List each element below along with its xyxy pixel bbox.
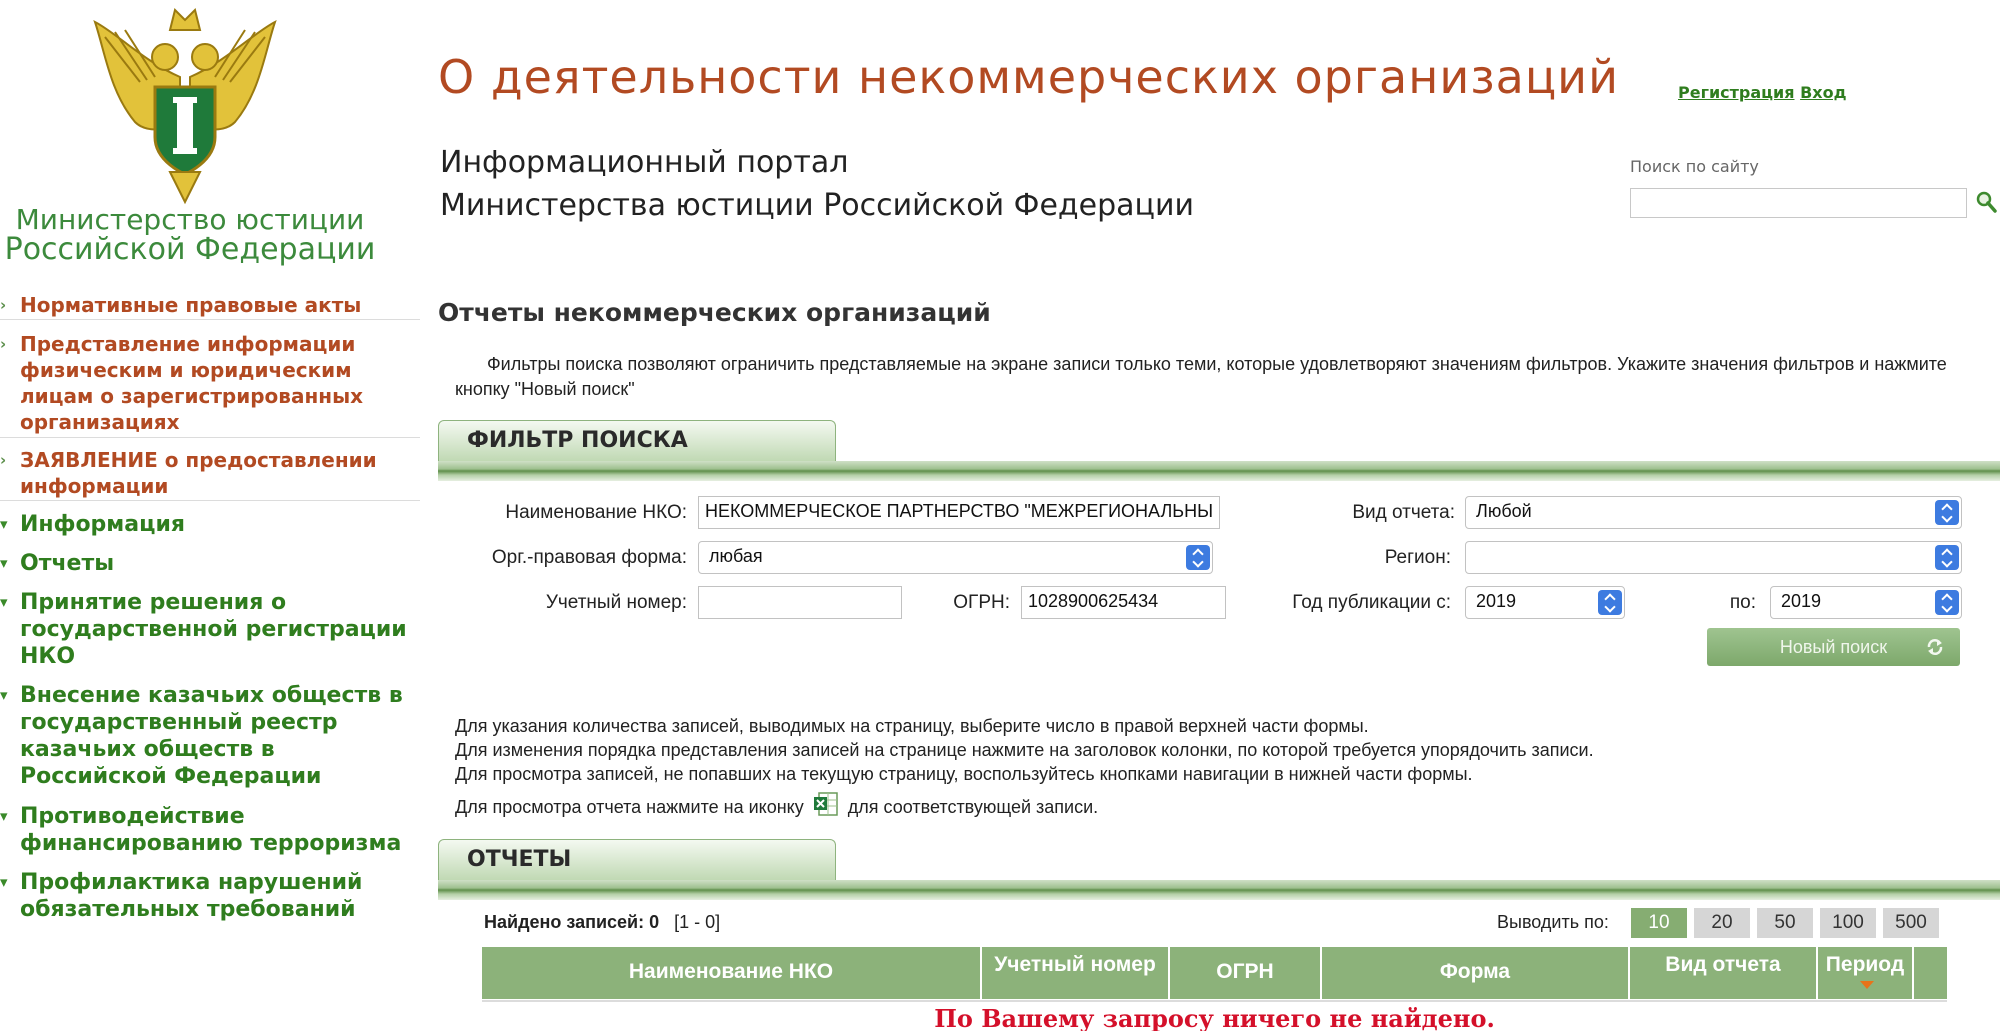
sidebar-item-label: Информация <box>20 512 185 537</box>
divider <box>0 500 420 501</box>
sidebar-item-violations-prevention[interactable] <box>0 869 420 923</box>
sidebar-item-info-provision[interactable] <box>0 331 420 435</box>
results-table-header <box>482 947 1947 999</box>
sidebar-item-label: Представление информации физическим и юридическим лицам о зарегистрированных организациях <box>20 332 364 434</box>
sidebar-item-cossack-societies[interactable] <box>0 682 420 790</box>
column-header-label: Период <box>1825 953 1905 976</box>
column-header-label: Учетный номер <box>994 953 1156 976</box>
column-header-ogrn[interactable] <box>1170 947 1322 999</box>
reports-section-tab: ОТЧЕТЫ <box>438 839 836 881</box>
refresh-icon <box>1926 638 1944 656</box>
report-type-label: Вид отчета: <box>1352 502 1455 523</box>
reg-number-label: Учетный номер: <box>545 592 687 613</box>
year-from-label: Год публикации с: <box>1292 592 1451 613</box>
hint-perpage: Для указания количества записей, выводимых на страницу, выберите число в правой верхней части формы. <box>455 716 1369 736</box>
select-chevron-icon <box>1935 590 1959 615</box>
perpage-label: Выводить по: <box>1497 912 1609 932</box>
found-count: Найдено записей: 0 <box>484 912 660 932</box>
hint-excel-after: для соответствующей записи. <box>847 797 1099 817</box>
sidebar-item-label: Профилактика нарушений обязательных требований <box>20 870 363 922</box>
sidebar-item-application[interactable] <box>0 447 420 499</box>
perpage-20-button[interactable]: 20 <box>1694 908 1750 938</box>
column-header-period[interactable] <box>1818 947 1914 999</box>
column-header-label: Наименование НКО <box>628 960 834 983</box>
triangle-down-icon: ▾ <box>0 873 8 891</box>
perpage-500-button[interactable]: 500 <box>1883 908 1939 938</box>
select-chevron-icon <box>1935 545 1959 570</box>
new-search-label: Новый поиск <box>1779 637 1888 657</box>
chevron-right-icon: › <box>0 296 7 314</box>
reports-section-bar <box>438 880 2000 900</box>
divider <box>0 319 420 320</box>
sidebar-item-normative-acts[interactable] <box>0 292 420 318</box>
sidebar-item-label: Принятие решения о государственной регистрации НКО <box>20 590 407 669</box>
report-type-value: Любой <box>1476 501 1532 521</box>
sidebar-item-label: Отчеты <box>20 551 115 576</box>
year-to-value: 2019 <box>1781 591 1822 611</box>
org-form-select[interactable] <box>698 541 1213 574</box>
year-to-label: по: <box>1729 592 1756 613</box>
nko-name-field[interactable]: НЕКОММЕРЧЕСКОЕ ПАРТНЕРСТВО "МЕЖРЕГИОНАЛЬНЫ <box>698 496 1220 529</box>
ogrn-label: ОГРН: <box>953 592 1010 613</box>
ministry-name-line1: Министерство юстиции <box>15 203 365 236</box>
ministry-name <box>0 205 380 265</box>
column-header-report-type[interactable] <box>1630 947 1818 999</box>
reg-number-field[interactable] <box>698 586 902 619</box>
hint-excel-before: Для просмотра отчета нажмите на иконку <box>455 797 804 817</box>
sidebar-item-label: Противодействие финансированию терроризма <box>20 804 402 856</box>
sidebar-item-label: Нормативные правовые акты <box>20 293 362 317</box>
sidebar-item-information[interactable] <box>0 511 420 538</box>
chevron-right-icon: › <box>0 335 7 353</box>
select-chevron-icon <box>1935 500 1959 525</box>
page-heading: Отчеты некоммерческих организаций <box>438 298 991 327</box>
triangle-down-icon: ▾ <box>0 554 8 572</box>
year-from-value: 2019 <box>1476 591 1517 611</box>
sidebar-item-reports[interactable] <box>0 550 420 577</box>
column-header-label: ОГРН <box>1216 960 1274 983</box>
triangle-down-icon: ▾ <box>0 686 8 704</box>
site-title: О деятельности некоммерческих организаций <box>438 50 1619 104</box>
hint-excel <box>455 791 1098 818</box>
filter-section-tab: ФИЛЬТР ПОИСКА <box>438 420 836 462</box>
column-header-reg-number[interactable] <box>982 947 1170 999</box>
sidebar-item-counter-terrorism[interactable] <box>0 803 420 857</box>
column-header-nko-name[interactable] <box>482 947 982 999</box>
sort-desc-icon <box>1860 981 1874 989</box>
search-input[interactable] <box>1630 188 1967 218</box>
excel-icon <box>813 791 839 817</box>
region-label: Регион: <box>1384 547 1451 568</box>
filter-section-bar <box>438 461 2000 481</box>
column-header-label: Форма <box>1439 960 1511 983</box>
perpage-50-button[interactable]: 50 <box>1757 908 1813 938</box>
search-label: Поиск по сайту <box>1630 157 1759 176</box>
found-records <box>484 912 720 933</box>
new-search-button[interactable] <box>1707 628 1960 666</box>
chevron-right-icon: › <box>0 451 7 469</box>
org-form-label: Орг.-правовая форма: <box>491 547 687 568</box>
portal-subtitle-line1: Информационный портал <box>440 145 849 180</box>
region-select[interactable] <box>1465 541 1962 574</box>
triangle-down-icon: ▾ <box>0 593 8 611</box>
year-to-select[interactable] <box>1770 586 1962 619</box>
records-range: [1 - 0] <box>674 912 721 932</box>
magnifier-icon[interactable] <box>1975 190 1997 214</box>
login-link[interactable]: Вход <box>1800 83 1847 102</box>
report-type-select[interactable] <box>1465 496 1962 529</box>
select-chevron-icon <box>1186 545 1210 570</box>
triangle-down-icon: ▾ <box>0 515 8 533</box>
perpage-100-button[interactable]: 100 <box>1820 908 1876 938</box>
ogrn-field[interactable]: 1028900625434 <box>1021 586 1226 619</box>
intro-text: Фильтры поиска позволяют ограничить представляемые на экране записи только теми, которые удовлетворяют значениям фильтров. Укажите значения фильтров и нажмите кнопку "Новый поиск" <box>455 354 1947 399</box>
triangle-down-icon: ▾ <box>0 807 8 825</box>
sidebar-item-label: ЗАЯВЛЕНИЕ о предоставлении информации <box>20 448 377 498</box>
column-header-form[interactable] <box>1322 947 1630 999</box>
perpage-10-button[interactable]: 10 <box>1631 908 1687 938</box>
auth-links <box>1678 83 1847 102</box>
portal-subtitle-line2: Министерства юстиции Российской Федерации <box>440 188 1194 223</box>
divider <box>0 437 420 438</box>
sidebar-item-label: Внесение казачьих обществ в государственный реестр казачьих обществ в Российской Федерации <box>20 683 403 789</box>
empty-results-message: По Вашему запросу ничего не найдено. <box>482 1000 1947 1031</box>
year-from-select[interactable] <box>1465 586 1625 619</box>
select-chevron-icon <box>1598 590 1622 615</box>
hint-navigation: Для просмотра записей, не попавших на текущую страницу, воспользуйтесь кнопками навигации в нижней части формы. <box>455 764 1473 784</box>
org-form-value: любая <box>709 546 763 566</box>
hint-sorting: Для изменения порядка представления записей на странице нажмите на заголовок колонки, по которой требуется упорядочить записи. <box>455 740 1594 760</box>
double-headed-eagle-emblem-icon <box>85 2 285 207</box>
sidebar-item-registration-decision[interactable] <box>0 589 420 670</box>
ministry-name-line2: Российской Федерации <box>4 232 376 267</box>
column-header-label: Вид отчета <box>1665 953 1781 976</box>
register-link[interactable]: Регистрация <box>1678 83 1795 102</box>
sidebar <box>0 0 425 1031</box>
nko-name-label: Наименование НКО: <box>505 502 687 523</box>
